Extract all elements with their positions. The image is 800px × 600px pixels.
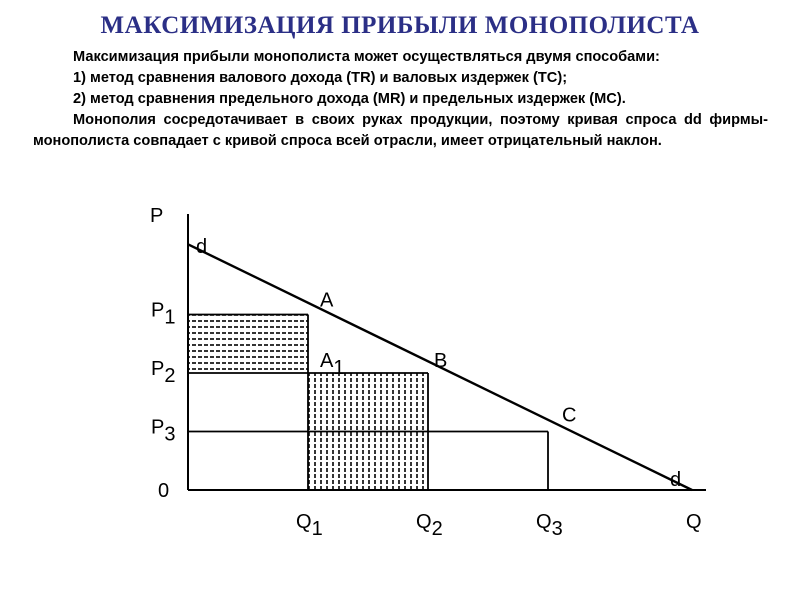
- paragraph-intro: Максимизация прибыли монополиста может осуществляться двумя способами:: [73, 49, 660, 65]
- quantity-label-2: Q2: [416, 511, 443, 540]
- x-axis-label: Q: [686, 511, 702, 533]
- quantity-label-3: Q3: [536, 511, 563, 540]
- paragraph-method-1: 1) метод сравнения валового дохода (TR) и валовых издержек (TC);: [73, 70, 568, 86]
- demand-label-top: d: [196, 236, 208, 258]
- point-label-2: A1: [320, 350, 345, 379]
- page-title: МАКСИМИЗАЦИЯ ПРИБЫЛИ МОНОПОЛИСТА: [100, 12, 700, 39]
- price-label-2: P2: [151, 358, 176, 387]
- point-label-1: A: [320, 289, 334, 312]
- paragraph-monopoly: Монополия сосредотачивает в своих руках продукции, поэтому кривая спроса dd фирмы-монополиста совпадает с кривой спроса всей отрасли, имеет отрицательный наклон.: [33, 112, 768, 149]
- point-label-3: B: [434, 350, 448, 372]
- y-axis-label: P: [150, 205, 164, 227]
- price-label-3: P3: [151, 416, 176, 446]
- paragraph-method-2: 2) метод сравнения предельного дохода (MR) и предельных издержек (MC).: [73, 91, 626, 107]
- point-label-4: C: [562, 404, 577, 427]
- origin-label: 0: [158, 480, 170, 502]
- shade-p1-p2: [188, 315, 308, 374]
- price-label-1: P1: [151, 299, 176, 329]
- quantity-label-1: Q1: [296, 511, 323, 540]
- demand-label-bottom: d: [670, 469, 682, 491]
